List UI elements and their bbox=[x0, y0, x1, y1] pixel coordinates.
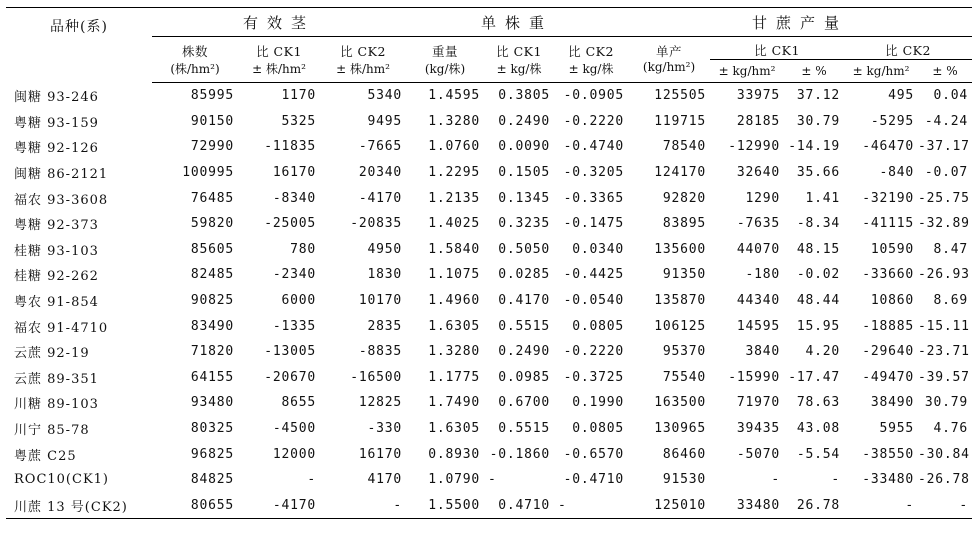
yield-ck2-kg-cell: 10590 bbox=[870, 241, 915, 257]
yield-ck2-header: 比 CK2 bbox=[885, 43, 931, 58]
stalk-ck1-cell: -13005 bbox=[264, 344, 316, 360]
weight-ck1-cell: - bbox=[488, 472, 497, 488]
stalk-count-cell: 90825 bbox=[190, 293, 234, 309]
yield-ck2-kg-cell: -5295 bbox=[870, 113, 915, 129]
yield-ck1-pct-cell: -17.47 bbox=[788, 369, 841, 385]
yield-ck2-pct-cell: -32.89 bbox=[918, 216, 970, 232]
variety-cell: 川宁 85-78 bbox=[14, 423, 90, 439]
table-row bbox=[6, 313, 972, 339]
yield-ck1-kg-cell: 39435 bbox=[736, 421, 781, 437]
yield-cell: 91350 bbox=[662, 267, 707, 283]
variety-cell: ROC10(CK1) bbox=[14, 472, 110, 488]
yield-ck1-pct-cell: 4.20 bbox=[805, 344, 841, 360]
weight-ck2-cell: -0.3365 bbox=[563, 190, 625, 206]
yield-ck2-pct-cell: 8.47 bbox=[933, 241, 969, 257]
weight-ck1-cell: 0.3805 bbox=[498, 88, 551, 104]
weight-ck2-cell: 0.0805 bbox=[572, 421, 625, 437]
yield-ck1-kg-cell: 44340 bbox=[736, 293, 781, 309]
weight-ck2-cell: -0.2220 bbox=[563, 344, 625, 360]
stalk-ck1-cell: -4500 bbox=[272, 421, 316, 437]
stalk-ck1-cell: -1335 bbox=[272, 318, 316, 334]
weight-cell: 1.1075 bbox=[428, 267, 481, 283]
weight-ck2-cell: -0.0905 bbox=[563, 88, 625, 104]
yield-ck2-pct-cell: -23.71 bbox=[918, 344, 970, 360]
weight-cell: 1.4025 bbox=[428, 216, 481, 232]
table-row bbox=[6, 211, 972, 237]
yield-cell: 91530 bbox=[662, 472, 707, 488]
yield-ck1-pct-cell: -0.02 bbox=[796, 267, 841, 283]
weight-cell: 0.8930 bbox=[428, 446, 481, 462]
stalk-count-header: 株数 bbox=[181, 43, 208, 59]
yield-cell: 163500 bbox=[654, 395, 707, 411]
yield-ck1-header: 比 CK1 bbox=[754, 43, 800, 58]
weight-ck1-cell: 0.5050 bbox=[498, 241, 551, 257]
table-row bbox=[6, 493, 972, 519]
yield-cell: 86460 bbox=[662, 446, 707, 462]
stalk-ck1-cell: -8340 bbox=[272, 190, 316, 206]
weight-unit: (kg/株) bbox=[406, 60, 484, 83]
yield-ck1-pct-cell: 15.95 bbox=[796, 318, 841, 334]
weight-cell: 1.0790 bbox=[428, 472, 481, 488]
stalk-ck2-cell: 20340 bbox=[358, 165, 403, 181]
cane-yield-group-header: 甘蔗产量 bbox=[628, 8, 972, 37]
yield-unit: (kg/hm²) bbox=[628, 60, 710, 83]
stalk-ck2-cell: -16500 bbox=[350, 369, 403, 385]
yield-cell: 92820 bbox=[662, 190, 707, 206]
yield-ck1-pct-cell: 1.41 bbox=[805, 190, 841, 206]
stalk-ck2-cell: 4950 bbox=[367, 241, 403, 257]
weight-cell: 1.3280 bbox=[428, 113, 481, 129]
weight-ck2-cell: -0.4740 bbox=[563, 139, 625, 155]
effective-stalks-group-header: 有效茎 bbox=[152, 8, 406, 37]
stalk-count-cell: 85605 bbox=[190, 241, 234, 257]
yield-ck2-kg-cell: -29640 bbox=[862, 344, 915, 360]
yield-cell: 83895 bbox=[662, 216, 707, 232]
weight-ck1-cell: 0.4170 bbox=[498, 293, 551, 309]
stalk-ck2-cell: 12825 bbox=[358, 395, 403, 411]
stalk-count-cell: 82485 bbox=[190, 267, 234, 283]
yield-ck2-pct-cell: 4.76 bbox=[933, 421, 969, 437]
stalk-count-cell: 90150 bbox=[190, 113, 234, 129]
variety-cell: 云蔗 89-351 bbox=[14, 371, 99, 387]
yield-ck2-kg-cell: 10860 bbox=[870, 293, 915, 309]
yield-ck1-kg-cell: 28185 bbox=[736, 113, 781, 129]
stalk-ck2-cell: 2835 bbox=[367, 318, 403, 334]
yield-ck1-pct-cell: - bbox=[831, 472, 841, 488]
variety-cell: 粤糖 92-126 bbox=[14, 141, 99, 157]
stalk-ck1-cell: 1170 bbox=[281, 88, 316, 104]
yield-ck2-kg-cell: -840 bbox=[879, 165, 915, 181]
stalk-ck2-cell: 9495 bbox=[367, 113, 403, 129]
variety-cell: 粤蔗 C25 bbox=[14, 448, 77, 464]
yield-ck2-kg-cell: -18885 bbox=[862, 318, 915, 334]
stalk-ck1-cell: - bbox=[307, 472, 316, 488]
yield-cell: 75540 bbox=[662, 369, 707, 385]
stalk-count-cell: 64155 bbox=[190, 369, 234, 385]
weight-ck1-cell: 0.1505 bbox=[498, 165, 551, 181]
weight-ck1-cell: 0.0285 bbox=[498, 267, 551, 283]
table-row bbox=[6, 390, 972, 416]
stalk-count-cell: 76485 bbox=[190, 190, 234, 206]
stalk-ck2-cell: -4170 bbox=[358, 190, 403, 206]
weight-ck2-header: 比 CK2 bbox=[568, 43, 614, 59]
stalk-count-cell: 80655 bbox=[190, 497, 234, 513]
weight-ck2-cell: -0.1475 bbox=[563, 216, 625, 232]
stalk-count-cell: 71820 bbox=[190, 344, 234, 360]
weight-cell: 1.1775 bbox=[428, 369, 481, 385]
yield-ck2-kg-cell: - bbox=[905, 497, 915, 513]
yield-ck2-pct-cell: 0.04 bbox=[933, 88, 969, 104]
table-row bbox=[6, 237, 972, 263]
yield-ck2-pct-cell: -37.17 bbox=[918, 139, 970, 155]
yield-ck2-kg-cell: 495 bbox=[888, 88, 915, 104]
table-row bbox=[6, 262, 972, 288]
stalk-ck2-cell: 10170 bbox=[358, 293, 403, 309]
yield-ck1-kg-cell: -180 bbox=[745, 267, 781, 283]
stalk-ck1-cell: -20670 bbox=[264, 369, 316, 385]
stalk-count-unit: (株/hm²) bbox=[152, 60, 238, 83]
yield-cell: 95370 bbox=[662, 344, 707, 360]
weight-ck2-cell: -0.3725 bbox=[563, 369, 625, 385]
weight-ck1-unit: ± kg/株 bbox=[484, 60, 554, 83]
yield-ck1-pct-unit: ± % bbox=[784, 60, 844, 83]
variety-cell: 云蔗 92-19 bbox=[14, 346, 90, 362]
stalk-count-cell: 59820 bbox=[190, 216, 234, 232]
table-row bbox=[6, 185, 972, 211]
stalk-ck1-cell: -4170 bbox=[272, 497, 316, 513]
yield-ck2-pct-cell: - bbox=[959, 497, 969, 513]
weight-ck2-cell: -0.2220 bbox=[563, 113, 625, 129]
yield-ck1-pct-cell: 30.79 bbox=[796, 113, 841, 129]
yield-ck1-kg-cell: 33480 bbox=[736, 497, 781, 513]
stalk-ck2-header: 比 CK2 bbox=[340, 43, 386, 59]
weight-ck2-cell: 0.0805 bbox=[572, 318, 625, 334]
yield-ck1-kg-cell: 33975 bbox=[736, 88, 781, 104]
yield-ck2-kg-cell: -46470 bbox=[862, 139, 915, 155]
yield-ck2-pct-cell: -25.75 bbox=[918, 190, 970, 206]
stalk-count-cell: 100995 bbox=[182, 165, 234, 181]
weight-ck1-cell: 0.5515 bbox=[498, 421, 551, 437]
weight-cell: 1.5840 bbox=[428, 241, 481, 257]
stalk-ck1-cell: 5325 bbox=[281, 113, 316, 129]
yield-ck2-kg-cell: -49470 bbox=[862, 369, 915, 385]
yield-ck1-kg-cell: - bbox=[771, 472, 781, 488]
yield-ck2-kg-cell: -33660 bbox=[862, 267, 915, 283]
variety-cell: 粤农 91-854 bbox=[14, 295, 99, 311]
weight-cell: 1.0760 bbox=[428, 139, 481, 155]
yield-ck2-kg-cell: -38550 bbox=[862, 446, 915, 462]
yield-cell: 135600 bbox=[654, 241, 707, 257]
yield-ck1-pct-cell: -8.34 bbox=[796, 216, 841, 232]
stalk-ck2-cell: 4170 bbox=[367, 472, 403, 488]
yield-ck1-pct-cell: 37.12 bbox=[796, 88, 841, 104]
yield-ck2-pct-cell: -0.07 bbox=[924, 165, 969, 181]
yield-ck1-kg-cell: -5070 bbox=[736, 446, 781, 462]
variety-cell: 闽糖 93-246 bbox=[14, 90, 99, 106]
variety-cell: 闽糖 86-2121 bbox=[14, 167, 109, 183]
yield-ck1-kg-unit: ± kg/hm² bbox=[710, 60, 784, 83]
stalk-ck1-cell: 8655 bbox=[281, 395, 316, 411]
weight-ck1-header: 比 CK1 bbox=[496, 43, 542, 59]
stalk-count-cell: 84825 bbox=[190, 472, 234, 488]
variety-cell: 川糖 89-103 bbox=[14, 397, 99, 413]
stalk-ck1-unit: ± 株/hm² bbox=[238, 60, 320, 83]
table-row bbox=[6, 416, 972, 442]
table-row bbox=[6, 160, 972, 186]
weight-ck1-cell: 0.0090 bbox=[498, 139, 551, 155]
weight-cell: 1.4960 bbox=[428, 293, 481, 309]
table-row bbox=[6, 467, 972, 493]
variety-cell: 粤糖 92-373 bbox=[14, 218, 99, 234]
weight-header: 重量 bbox=[432, 43, 459, 59]
weight-ck2-cell: - bbox=[558, 497, 567, 513]
yield-ck2-pct-cell: 8.69 bbox=[933, 293, 969, 309]
yield-ck2-pct-cell: -15.11 bbox=[918, 318, 970, 334]
weight-ck1-cell: 0.4710 bbox=[498, 497, 551, 513]
stalk-count-cell: 72990 bbox=[190, 139, 234, 155]
single-stalk-weight-group-header: 单株重 bbox=[406, 8, 628, 37]
stalk-ck2-cell: - bbox=[393, 497, 403, 513]
weight-cell: 1.6305 bbox=[428, 318, 481, 334]
yield-ck1-pct-cell: 35.66 bbox=[796, 165, 841, 181]
table-row bbox=[6, 288, 972, 314]
variety-cell: 福农 91-4710 bbox=[14, 320, 109, 336]
stalk-ck2-cell: 5340 bbox=[367, 88, 403, 104]
table-row bbox=[6, 134, 972, 160]
sugarcane-yield-table bbox=[6, 7, 972, 519]
table-row bbox=[6, 83, 972, 109]
weight-ck2-cell: 0.1990 bbox=[572, 395, 625, 411]
weight-ck2-cell: -0.4710 bbox=[563, 472, 625, 488]
yield-ck2-kg-cell: 38490 bbox=[870, 395, 915, 411]
weight-ck1-cell: 0.2490 bbox=[498, 113, 551, 129]
yield-ck2-pct-cell: -30.84 bbox=[918, 446, 970, 462]
yield-ck1-pct-cell: 78.63 bbox=[796, 395, 841, 411]
yield-cell: 106125 bbox=[654, 318, 707, 334]
variety-header: 品种(系) bbox=[50, 19, 108, 35]
weight-cell: 1.2295 bbox=[428, 165, 481, 181]
weight-ck1-cell: 0.5515 bbox=[498, 318, 551, 334]
weight-ck2-cell: -0.0540 bbox=[563, 293, 625, 309]
stalk-ck1-cell: 16170 bbox=[272, 165, 316, 181]
yield-ck2-pct-cell: -4.24 bbox=[924, 113, 969, 129]
weight-ck2-cell: -0.3205 bbox=[563, 165, 625, 181]
table-body bbox=[6, 83, 972, 519]
variety-cell: 粤糖 93-159 bbox=[14, 115, 99, 131]
stalk-count-cell: 80325 bbox=[190, 421, 234, 437]
weight-cell: 1.7490 bbox=[428, 395, 481, 411]
stalk-ck1-header: 比 CK1 bbox=[256, 43, 302, 59]
weight-cell: 1.4595 bbox=[428, 88, 481, 104]
yield-ck1-pct-cell: 26.78 bbox=[796, 497, 841, 513]
stalk-ck2-cell: 16170 bbox=[358, 446, 403, 462]
yield-ck2-kg-unit: ± kg/hm² bbox=[844, 60, 918, 83]
weight-cell: 1.2135 bbox=[428, 190, 481, 206]
yield-ck2-pct-cell: -26.93 bbox=[918, 267, 970, 283]
yield-cell: 135870 bbox=[654, 293, 707, 309]
yield-header: 单产 bbox=[656, 43, 683, 59]
yield-cell: 119715 bbox=[654, 113, 707, 129]
yield-ck1-kg-cell: 44070 bbox=[736, 241, 781, 257]
yield-ck1-kg-cell: 71970 bbox=[736, 395, 781, 411]
yield-ck2-kg-cell: -33480 bbox=[862, 472, 915, 488]
table-row bbox=[6, 109, 972, 135]
variety-cell: 桂糖 92-262 bbox=[14, 269, 99, 285]
yield-ck2-pct-cell: -39.57 bbox=[918, 369, 970, 385]
yield-ck1-pct-cell: 43.08 bbox=[796, 421, 841, 437]
yield-ck1-pct-cell: -14.19 bbox=[788, 139, 841, 155]
stalk-ck1-cell: 780 bbox=[290, 241, 316, 257]
yield-ck2-pct-cell: 30.79 bbox=[924, 395, 969, 411]
yield-ck2-pct-cell: -26.78 bbox=[918, 472, 970, 488]
weight-ck1-cell: 0.1345 bbox=[498, 190, 551, 206]
variety-cell: 福农 93-3608 bbox=[14, 192, 109, 208]
stalk-count-cell: 85995 bbox=[190, 88, 234, 104]
yield-cell: 125010 bbox=[654, 497, 707, 513]
variety-cell: 川蔗 13 号(CK2) bbox=[14, 499, 128, 515]
yield-ck2-kg-cell: -32190 bbox=[862, 190, 915, 206]
stalk-ck1-cell: -25005 bbox=[264, 216, 316, 232]
table-row bbox=[6, 441, 972, 467]
stalk-ck1-cell: 6000 bbox=[281, 293, 316, 309]
yield-ck1-kg-cell: -7635 bbox=[736, 216, 781, 232]
yield-ck1-kg-cell: 1290 bbox=[745, 190, 781, 206]
yield-ck1-kg-cell: 3840 bbox=[745, 344, 781, 360]
yield-ck1-kg-cell: 14595 bbox=[736, 318, 781, 334]
yield-ck1-kg-cell: -15990 bbox=[728, 369, 781, 385]
variety-cell: 桂糖 93-103 bbox=[14, 243, 99, 259]
stalk-count-cell: 93480 bbox=[190, 395, 234, 411]
stalk-ck1-cell: 12000 bbox=[272, 446, 316, 462]
yield-ck1-pct-cell: 48.44 bbox=[796, 293, 841, 309]
yield-ck1-pct-cell: -5.54 bbox=[796, 446, 841, 462]
weight-ck2-unit: ± kg/株 bbox=[554, 60, 628, 83]
weight-ck1-cell: -0.1860 bbox=[489, 446, 551, 462]
yield-cell: 78540 bbox=[662, 139, 707, 155]
yield-cell: 125505 bbox=[654, 88, 707, 104]
yield-ck2-kg-cell: -41115 bbox=[862, 216, 915, 232]
yield-ck1-kg-cell: 32640 bbox=[736, 165, 781, 181]
yield-cell: 124170 bbox=[654, 165, 707, 181]
weight-ck1-cell: 0.0985 bbox=[498, 369, 551, 385]
stalk-ck2-cell: -7665 bbox=[358, 139, 403, 155]
weight-ck2-cell: -0.6570 bbox=[563, 446, 625, 462]
stalk-ck1-cell: -2340 bbox=[272, 267, 316, 283]
yield-ck1-pct-cell: 48.15 bbox=[796, 241, 841, 257]
stalk-ck2-cell: -330 bbox=[367, 421, 403, 437]
stalk-ck2-cell: -20835 bbox=[350, 216, 403, 232]
yield-ck1-kg-cell: -12990 bbox=[728, 139, 781, 155]
weight-ck1-cell: 0.2490 bbox=[498, 344, 551, 360]
weight-ck2-cell: 0.0340 bbox=[572, 241, 625, 257]
stalk-ck2-unit: ± 株/hm² bbox=[320, 60, 406, 83]
weight-cell: 1.5500 bbox=[428, 497, 481, 513]
yield-ck2-kg-cell: 5955 bbox=[879, 421, 915, 437]
weight-ck1-cell: 0.6700 bbox=[498, 395, 551, 411]
stalk-count-cell: 96825 bbox=[190, 446, 234, 462]
weight-cell: 1.6305 bbox=[428, 421, 481, 437]
table-row bbox=[6, 339, 972, 365]
yield-ck2-pct-unit: ± % bbox=[918, 60, 972, 83]
stalk-ck1-cell: -11835 bbox=[264, 139, 316, 155]
weight-ck2-cell: -0.4425 bbox=[563, 267, 625, 283]
weight-ck1-cell: 0.3235 bbox=[498, 216, 551, 232]
stalk-ck2-cell: 1830 bbox=[367, 267, 403, 283]
table-row bbox=[6, 365, 972, 391]
stalk-count-cell: 83490 bbox=[190, 318, 234, 334]
weight-cell: 1.3280 bbox=[428, 344, 481, 360]
yield-cell: 130965 bbox=[654, 421, 707, 437]
stalk-ck2-cell: -8835 bbox=[358, 344, 403, 360]
